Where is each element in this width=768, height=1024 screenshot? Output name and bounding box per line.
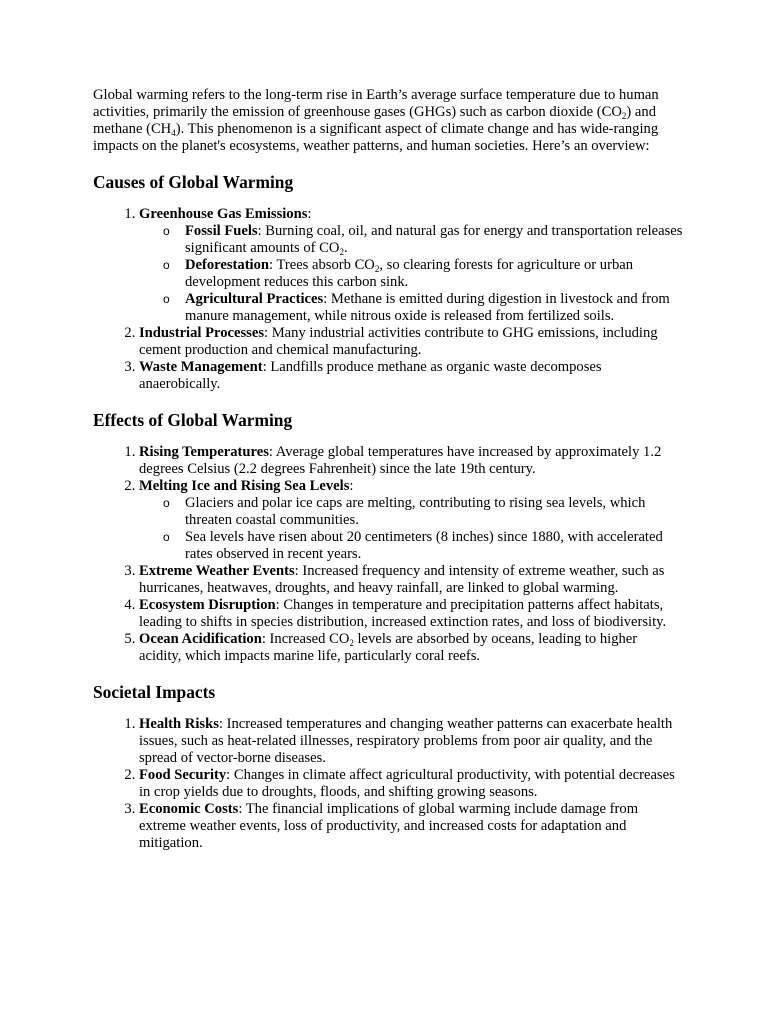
item-text: : Trees absorb CO: [269, 257, 375, 273]
item-text: Glaciers and polar ice caps are melting, contributing to rising sea levels, which threaten coastal communities.: [185, 495, 646, 528]
intro-text-3: ). This phenomenon is a significant aspect of climate change and has wide-ranging impacts on the planet's ecosystems, weather patterns, and human societies. Here’s an overview:: [93, 121, 659, 154]
item-text: :: [349, 478, 354, 494]
circle-bullet-icon: o: [163, 292, 170, 306]
sub-list-item: [163, 257, 683, 291]
intro-text-2: ) and methane (CH: [93, 104, 656, 137]
item-text: : Landfills produce methane as organic waste decomposes anaerobically.: [139, 359, 602, 392]
sub-list-item: [163, 495, 683, 529]
item-title: Fossil Fuels: [185, 223, 258, 239]
item-text: : Average global temperatures have increased by approximately 1.2 degrees Celsius (2.2 degrees Fahrenheit) since the late 19th century.: [139, 444, 662, 477]
societal-heading: Societal Impacts: [93, 682, 216, 702]
list-item: [139, 597, 683, 631]
co2-subscript: 2: [621, 111, 627, 121]
item-text: : Increased CO: [261, 631, 350, 647]
circle-bullet-icon: o: [163, 258, 170, 272]
effects-heading: Effects of Global Warming: [93, 410, 293, 430]
item-text: : Methane is emitted during digestion in livestock and from manure management, while nitrous oxide is released from fertilized soils.: [185, 291, 670, 324]
list-item: [139, 801, 683, 852]
causes-heading: Causes of Global Warming: [93, 172, 294, 192]
item-text: : Changes in climate affect agricultural productivity, with potential decreases in crop yields due to droughts, floods, and shifting growing seasons.: [139, 767, 675, 800]
list-item: [139, 478, 683, 563]
item-text: : Changes in temperature and precipitation patterns affect habitats, leading to shifts in species distribution, increased extinction rates, and loss of biodiversity.: [139, 597, 667, 630]
societal-list: [93, 716, 683, 852]
item-title: Rising Temperatures: [139, 444, 269, 460]
item-text: :: [307, 206, 312, 222]
item-title: Melting Ice and Rising Sea Levels: [139, 478, 350, 494]
item-title: Industrial Processes: [139, 325, 264, 341]
list-item: [139, 325, 683, 359]
item-text: : Many industrial activities contribute to GHG emissions, including cement production and chemical manufacturing.: [139, 325, 658, 358]
co2-subscript: 2: [349, 638, 354, 648]
list-item: [139, 563, 683, 597]
item-title: Greenhouse Gas Emissions: [139, 206, 308, 222]
item-text: : Burning coal, oil, and natural gas for energy and transportation releases significant amounts of CO: [185, 223, 683, 256]
co2-subscript: 2: [374, 264, 380, 274]
sub-list: [139, 495, 683, 563]
circle-bullet-icon: o: [163, 496, 170, 510]
circle-bullet-icon: o: [163, 530, 170, 544]
item-text: : The financial implications of global warming include damage from extreme weather events, loss of productivity, and increased costs for adaptation and mitigation.: [139, 801, 639, 851]
effects-list: [93, 444, 683, 665]
circle-bullet-icon: o: [163, 224, 170, 238]
list-item: [139, 359, 683, 393]
item-text: .: [343, 240, 348, 256]
item-text: : Increased temperatures and changing weather patterns can exacerbate health issues, such as heat-related illnesses, respiratory problems from poor air quality, and the spread of vector-borne diseases.: [139, 716, 673, 766]
item-title: Deforestation: [185, 257, 270, 273]
sub-list-item: [163, 529, 683, 563]
document-page: [93, 87, 683, 852]
item-title: Ecosystem Disruption: [139, 597, 276, 613]
ch4-subscript: 4: [171, 128, 176, 138]
list-item: [139, 716, 683, 767]
intro-text-1: Global warming refers to the long-term rise in Earth’s average surface temperature due to human activities, primarily the emission of greenhouse gases (GHGs) such as carbon dioxide (CO: [93, 87, 659, 120]
item-title: Economic Costs: [139, 801, 239, 817]
sub-list-item: [163, 291, 683, 325]
co2-subscript: 2: [339, 247, 344, 257]
item-title: Food Security: [139, 767, 227, 783]
item-title: Extreme Weather Events: [139, 563, 295, 579]
item-text: Sea levels have risen about 20 centimeters (8 inches) since 1880, with accelerated rates observed in recent years.: [185, 529, 663, 562]
item-text: , so clearing forests for agriculture or urban development reduces this carbon sink.: [185, 257, 634, 290]
list-item: [139, 767, 683, 801]
item-text: : Increased frequency and intensity of extreme weather, such as hurricanes, heatwaves, droughts, and heavy rainfall, are linked to global warming.: [139, 563, 665, 596]
item-title: Ocean Acidification: [139, 631, 262, 647]
list-item: [139, 631, 683, 665]
item-title: Agricultural Practices: [185, 291, 324, 307]
list-item: [139, 206, 683, 325]
item-title: Waste Management: [139, 359, 263, 375]
item-text: levels are absorbed by oceans, leading to higher acidity, which impacts marine life, particularly coral reefs.: [139, 631, 638, 664]
sub-list: [139, 223, 683, 325]
causes-list: [93, 206, 683, 393]
sub-list-item: [163, 223, 683, 257]
list-item: [139, 444, 683, 478]
intro-paragraph: [93, 87, 683, 155]
item-title: Health Risks: [139, 716, 219, 732]
